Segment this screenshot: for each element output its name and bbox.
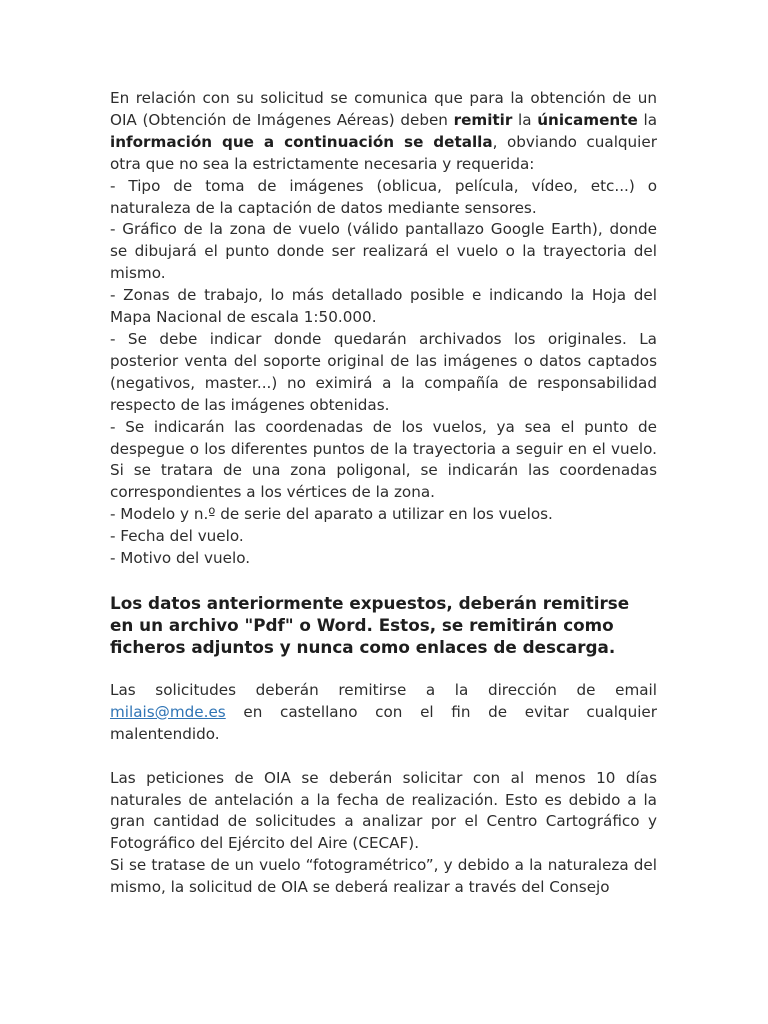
address-paragraph: [110, 680, 657, 746]
spacer: [110, 658, 657, 680]
address-after: en castellano con el fin de evitar cualquier malentendido.: [110, 702, 657, 743]
notice-paragraph: Los datos anteriormente expuestos, deberán remitirse en un archivo "Pdf" o Word. Estos, se remitirán como ficheros adjuntos y nunca como enlaces de descarga.: [110, 592, 630, 657]
list-item-archivo-originales: - Se debe indicar donde quedarán archivados los originales. La posterior venta del soporte original de las imágenes o datos captados (negativos, master...) no eximirá a la compañía de responsabilidad respecto de las imágenes obtenidas.: [110, 329, 657, 414]
intro-text-3: la: [637, 110, 657, 129]
intro-bold-unicamente: únicamente: [537, 110, 638, 129]
list-item-modelo-serie: - Modelo y n.º de serie del aparato a utilizar en los vuelos.: [110, 505, 553, 524]
list-item-fecha: - Fecha del vuelo.: [110, 527, 244, 546]
list-item-coordenadas: - Se indicarán las coordenadas de los vuelos, ya sea el punto de despegue o los diferentes puntos de la trayectoria a seguir en el vuelo. Si se tratara de una zona poligonal, se indicarán las coordenadas correspondientes a los vértices de la zona.: [110, 417, 657, 502]
list-item-tipo-toma: - Tipo de toma de imágenes (oblicua, película, vídeo, etc...) o naturaleza de la captación de datos mediante sensores.: [110, 176, 657, 217]
petitions-paragraph: Las peticiones de OIA se deberán solicitar con al menos 10 días naturales de antelación a la fecha de realización. Esto es debido a la gran cantidad de solicitudes a analizar por el Centro Cartográfico y Fotográfico del Ejército del Aire (CECAF).: [110, 768, 657, 853]
address-before: Las solicitudes deberán remitirse a la dirección de email: [110, 680, 657, 699]
intro-text-1: En relación con su solicitud se comunica que para la obtención de un OIA (Obtención de Imágenes Aéreas) deben: [110, 89, 657, 129]
intro-paragraph: [110, 88, 657, 176]
intro-bold-remitir: remitir: [453, 110, 513, 129]
email-link[interactable]: milais@mde.es: [110, 702, 226, 721]
spacer: [110, 746, 657, 768]
photogrammetric-paragraph: Si se tratase de un vuelo “fotogramétrico”, y debido a la naturaleza del mismo, la solicitud de OIA se deberá realizar a través del Consejo: [110, 856, 657, 897]
intro-text-4: , obviando cualquier otra que no sea la estrictamente necesaria y requerida:: [110, 132, 657, 173]
list-item-grafico-zona: - Gráfico de la zona de vuelo (válido pantallazo Google Earth), donde se dibujará el punto donde ser realizará el vuelo o la trayectoria del mismo.: [110, 220, 657, 283]
intro-text-2: la: [512, 110, 538, 129]
document-page: [110, 88, 657, 899]
list-item-zonas-trabajo: - Zonas de trabajo, lo más detallado posible e indicando la Hoja del Mapa Nacional de escala 1:50.000.: [110, 286, 657, 327]
list-item-motivo: - Motivo del vuelo.: [110, 549, 251, 568]
spacer: [110, 570, 657, 592]
intro-bold-informacion: información que a continuación se detalla: [110, 132, 493, 151]
